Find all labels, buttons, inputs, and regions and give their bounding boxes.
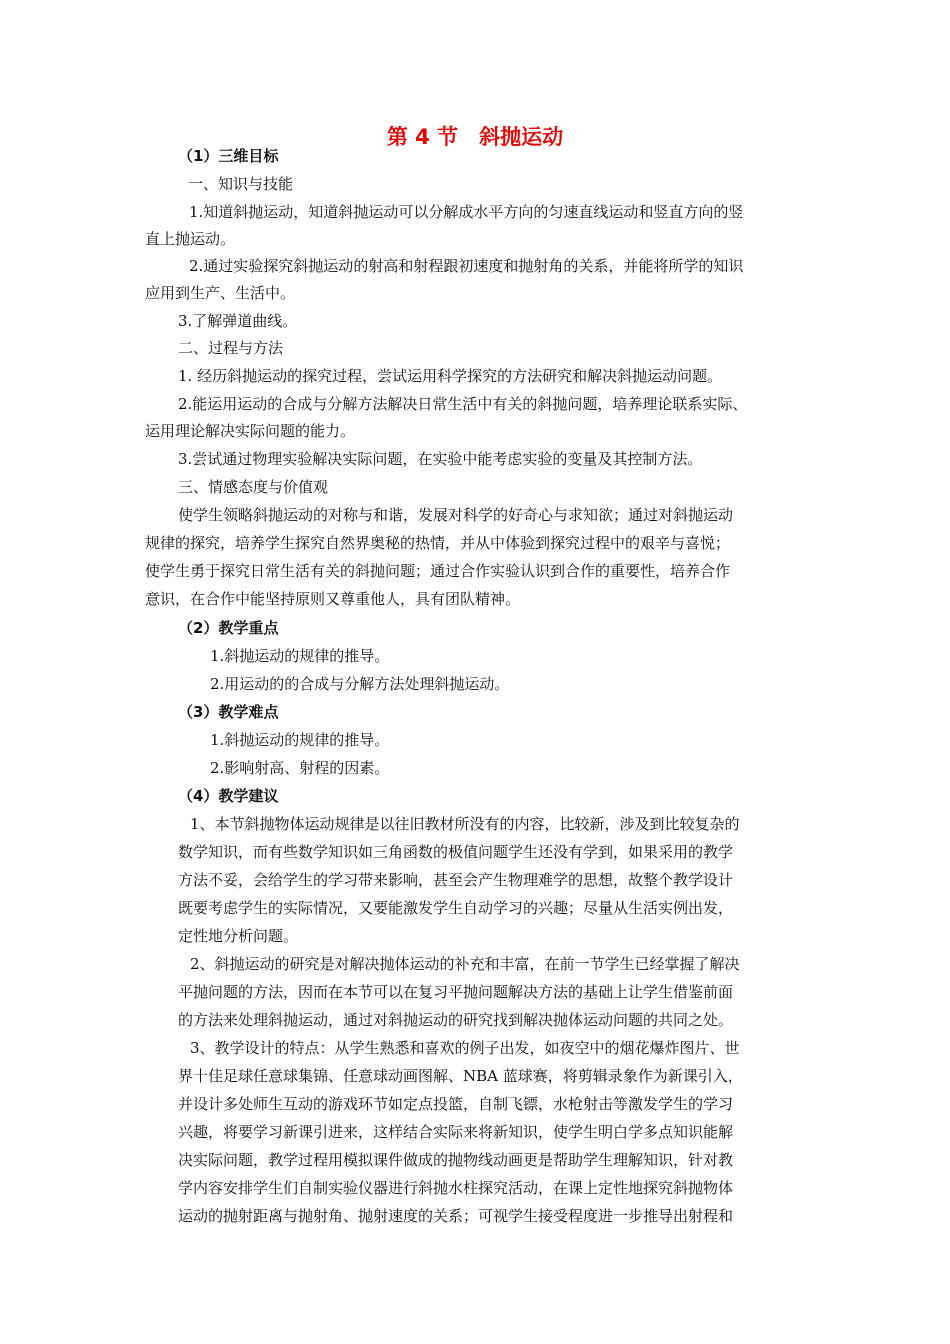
paragraph-line: 运动的抛射距离与抛射角、抛射速度的关系；可视学生接受程度进一步推导出射程和 <box>178 1207 734 1225</box>
subheading-attitude: 三、情感态度与价值观 <box>178 478 329 496</box>
paragraph-line: 1.知道斜抛运动，知道斜抛运动可以分解成水平方向的匀速直线运动和竖直方向的竖 <box>189 203 744 221</box>
paragraph-line: 方法不妥，会给学生的学习带来影响，甚至会产生物理难学的思想，故整个教学设计 <box>178 871 734 889</box>
list-item: 2.用运动的的合成与分解方法处理斜抛运动。 <box>210 675 510 693</box>
paragraph-line: 并设计多处师生互动的游戏环节如定点投篮，自制飞镖，水枪射击等激发学生的学习 <box>178 1095 734 1113</box>
paragraph-line: 使学生勇于探究日常生活有关的斜抛问题；通过合作实验认识到合作的重要性，培养合作 <box>145 562 731 580</box>
paragraph-line: 应用到生产、生活中。 <box>145 284 296 302</box>
paragraph-line: 1、本节斜抛物体运动规律是以往旧教材所没有的内容，比较新，涉及到比较复杂的 <box>190 815 740 833</box>
subheading-knowledge: 一、知识与技能 <box>188 175 294 193</box>
paragraph-line: 兴趣，将要学习新课引进来，这样结合实际来将新知识，使学生明白学多点知识能解 <box>178 1123 734 1141</box>
paragraph-line: 3、教学设计的特点：从学生熟悉和喜欢的例子出发，如夜空中的烟花爆炸图片、世 <box>190 1039 740 1057</box>
paragraph-line: 定性地分析问题。 <box>178 927 299 945</box>
page-title: 第 4 节 斜抛运动 <box>386 125 564 149</box>
section-heading-goals: （1）三维目标 <box>178 147 279 165</box>
paragraph-line: 2、斜抛运动的研究是对解决抛体运动的补充和丰富，在前一节学生已经掌握了解决 <box>190 955 740 973</box>
paragraph-line: 的方法来处理斜抛运动，通过对斜抛运动的研究找到解决抛体运动问题的共同之处。 <box>178 1011 734 1029</box>
paragraph-line: 2.能运用运动的合成与分解方法解决日常生活中有关的斜抛问题，培养理论联系实际、 <box>178 395 748 413</box>
section-heading-difficulties: （3）教学难点 <box>178 703 279 721</box>
list-item: 1.斜抛运动的规律的推导。 <box>210 647 390 665</box>
paragraph-line: 1. 经历斜抛运动的探究过程，尝试运用科学探究的方法研究和解决斜抛运动问题。 <box>178 367 723 385</box>
paragraph-line: 运用理论解决实际问题的能力。 <box>145 422 356 440</box>
paragraph-line: 2.通过实验探究斜抛运动的射高和射程跟初速度和抛射角的关系，并能将所学的知识 <box>189 257 744 275</box>
list-item: 2.影响射高、射程的因素。 <box>210 759 390 777</box>
paragraph-line: 3.尝试通过物理实验解决实际问题，在实验中能考虑实验的变量及其控制方法。 <box>178 450 703 468</box>
subheading-process: 二、过程与方法 <box>178 339 284 357</box>
paragraph-line: 意识，在合作中能坚持原则又尊重他人，具有团队精神。 <box>145 590 521 608</box>
paragraph-line: 规律的探究，培养学生探究自然界奥秘的热情，并从中体验到探究过程中的艰辛与喜悦； <box>145 534 731 552</box>
paragraph-line: 使学生领略斜抛运动的对称与和谐，发展对科学的好奇心与求知欲；通过对斜抛运动 <box>178 506 734 524</box>
paragraph-line: 平抛问题的方法，因而在本节可以在复习平抛问题解决方法的基础上让学生借鉴前面 <box>178 983 734 1001</box>
paragraph-line: 数学知识，而有些数学知识如三角函数的极值问题学生还没有学到，如果采用的教学 <box>178 843 734 861</box>
paragraph-line: 界十佳足球任意球集锦、任意球动画图解、NBA 蓝球赛，将剪辑录象作为新课引入， <box>178 1067 743 1085</box>
section-heading-suggestions: （4）教学建议 <box>178 787 279 805</box>
paragraph-line: 直上抛运动。 <box>145 230 236 248</box>
paragraph-line: 学内容安排学生们自制实验仪器进行斜抛水柱探究活动，在课上定性地探究斜抛物体 <box>178 1179 734 1197</box>
paragraph-line: 决实际问题，教学过程用模拟课件做成的抛物线动画更是帮助学生理解知识，针对教 <box>178 1151 734 1169</box>
paragraph-line: 3.了解弹道曲线。 <box>178 312 298 330</box>
paragraph-line: 既要考虑学生的实际情况，又要能激发学生自动学习的兴趣；尽量从生活实例出发， <box>178 899 734 917</box>
section-heading-key-points: （2）教学重点 <box>178 619 279 637</box>
list-item: 1.斜抛运动的规律的推导。 <box>210 731 390 749</box>
